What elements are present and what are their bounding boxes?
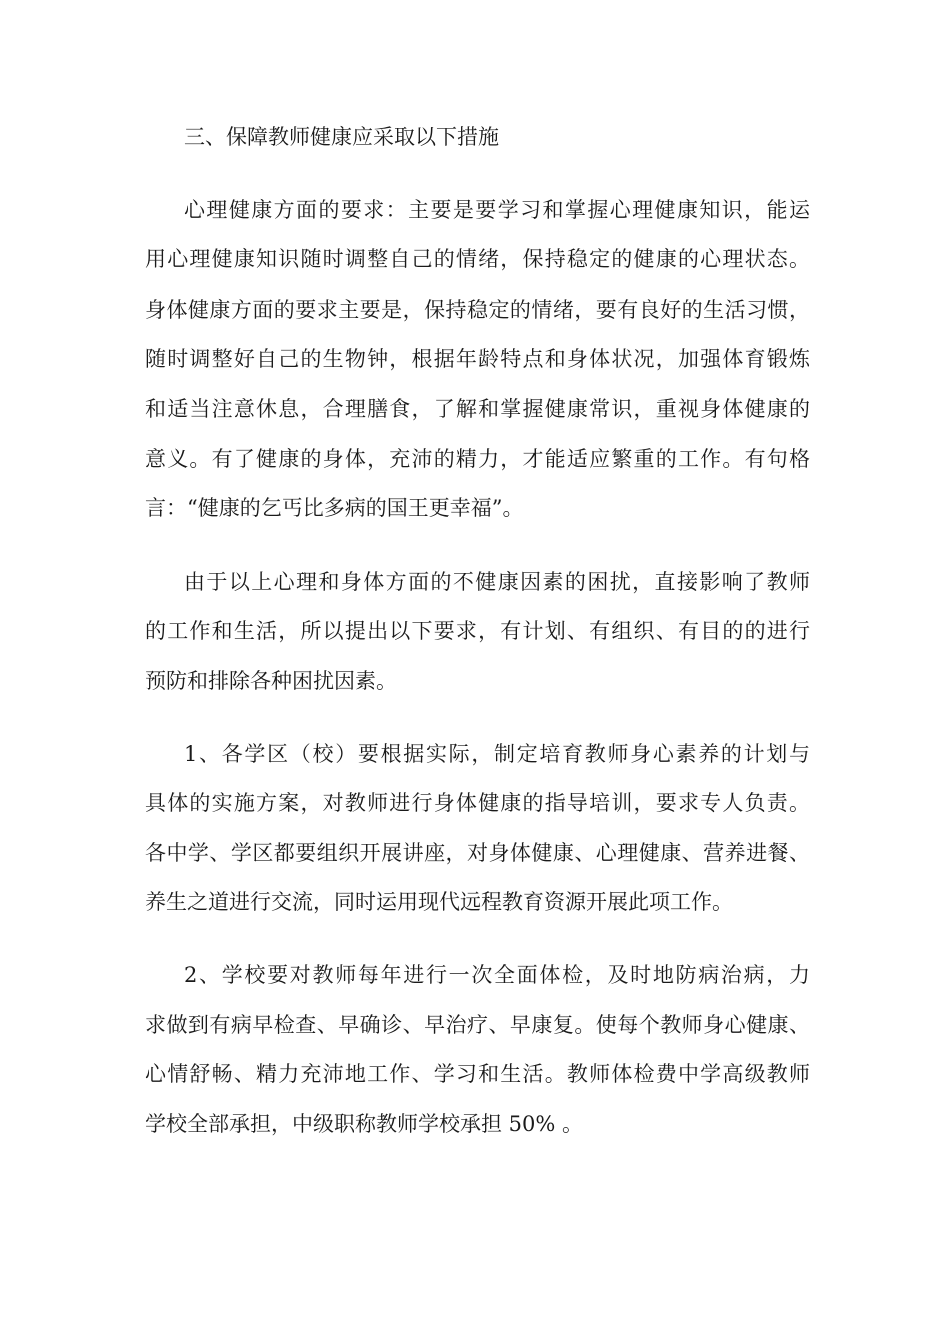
- paragraph-line: 言：“健康的乞丐比多病的国王更幸福”。: [145, 496, 524, 520]
- paragraph-line: 和适当注意休息，合理膳食，了解和掌握健康常识，重视身体健康的: [145, 397, 810, 421]
- paragraph-line: 养生之道进行交流，同时运用现代远程教育资源开展此项工作。: [145, 890, 733, 914]
- paragraph-line: 2、学校要对教师每年进行一次全面体检，及时地防病治病，力: [184, 963, 810, 987]
- paragraph-line: 由于以上心理和身体方面的不健康因素的困扰，直接影响了教师: [184, 570, 810, 594]
- paragraph-line: 心理健康方面的要求：主要是要学习和掌握心理健康知识，能运: [184, 198, 810, 222]
- paragraph-line: 求做到有病早检查、早确诊、早治疗、早康复。使每个教师身心健康、: [145, 1013, 810, 1037]
- paragraph-line: 随时调整好自己的生物钟，根据年龄特点和身体状况，加强体育锻炼: [145, 347, 810, 371]
- paragraph-line: 具体的实施方案，对教师进行身体健康的指导培训，要求专人负责。: [145, 791, 810, 815]
- paragraph-line: 学校全部承担，中级职称教师学校承担 50% 。: [145, 1112, 584, 1136]
- paragraph-line: 的工作和生活，所以提出以下要求，有计划、有组织、有目的的进行: [145, 619, 810, 643]
- paragraph-line: 各中学、学区都要组织开展讲座，对身体健康、心理健康、营养进餐、: [145, 841, 810, 865]
- paragraph-line: 心情舒畅、精力充沛地工作、学习和生活。教师体检费中学高级教师: [145, 1062, 810, 1086]
- paragraph-line: 1、各学区（校）要根据实际，制定培育教师身心素养的计划与: [184, 742, 810, 766]
- paragraph-line: 身体健康方面的要求主要是，保持稳定的情绪，要有良好的生活习惯，: [145, 298, 810, 322]
- paragraph-line: 意义。有了健康的身体，充沛的精力，才能适应繁重的工作。有句格: [145, 447, 810, 471]
- paragraph-line: 用心理健康知识随时调整自己的情绪，保持稳定的健康的心理状态。: [145, 247, 810, 271]
- paragraph-line: 预防和排除各种困扰因素。: [145, 669, 397, 693]
- section-heading: 三、保障教师健康应采取以下措施: [184, 125, 499, 149]
